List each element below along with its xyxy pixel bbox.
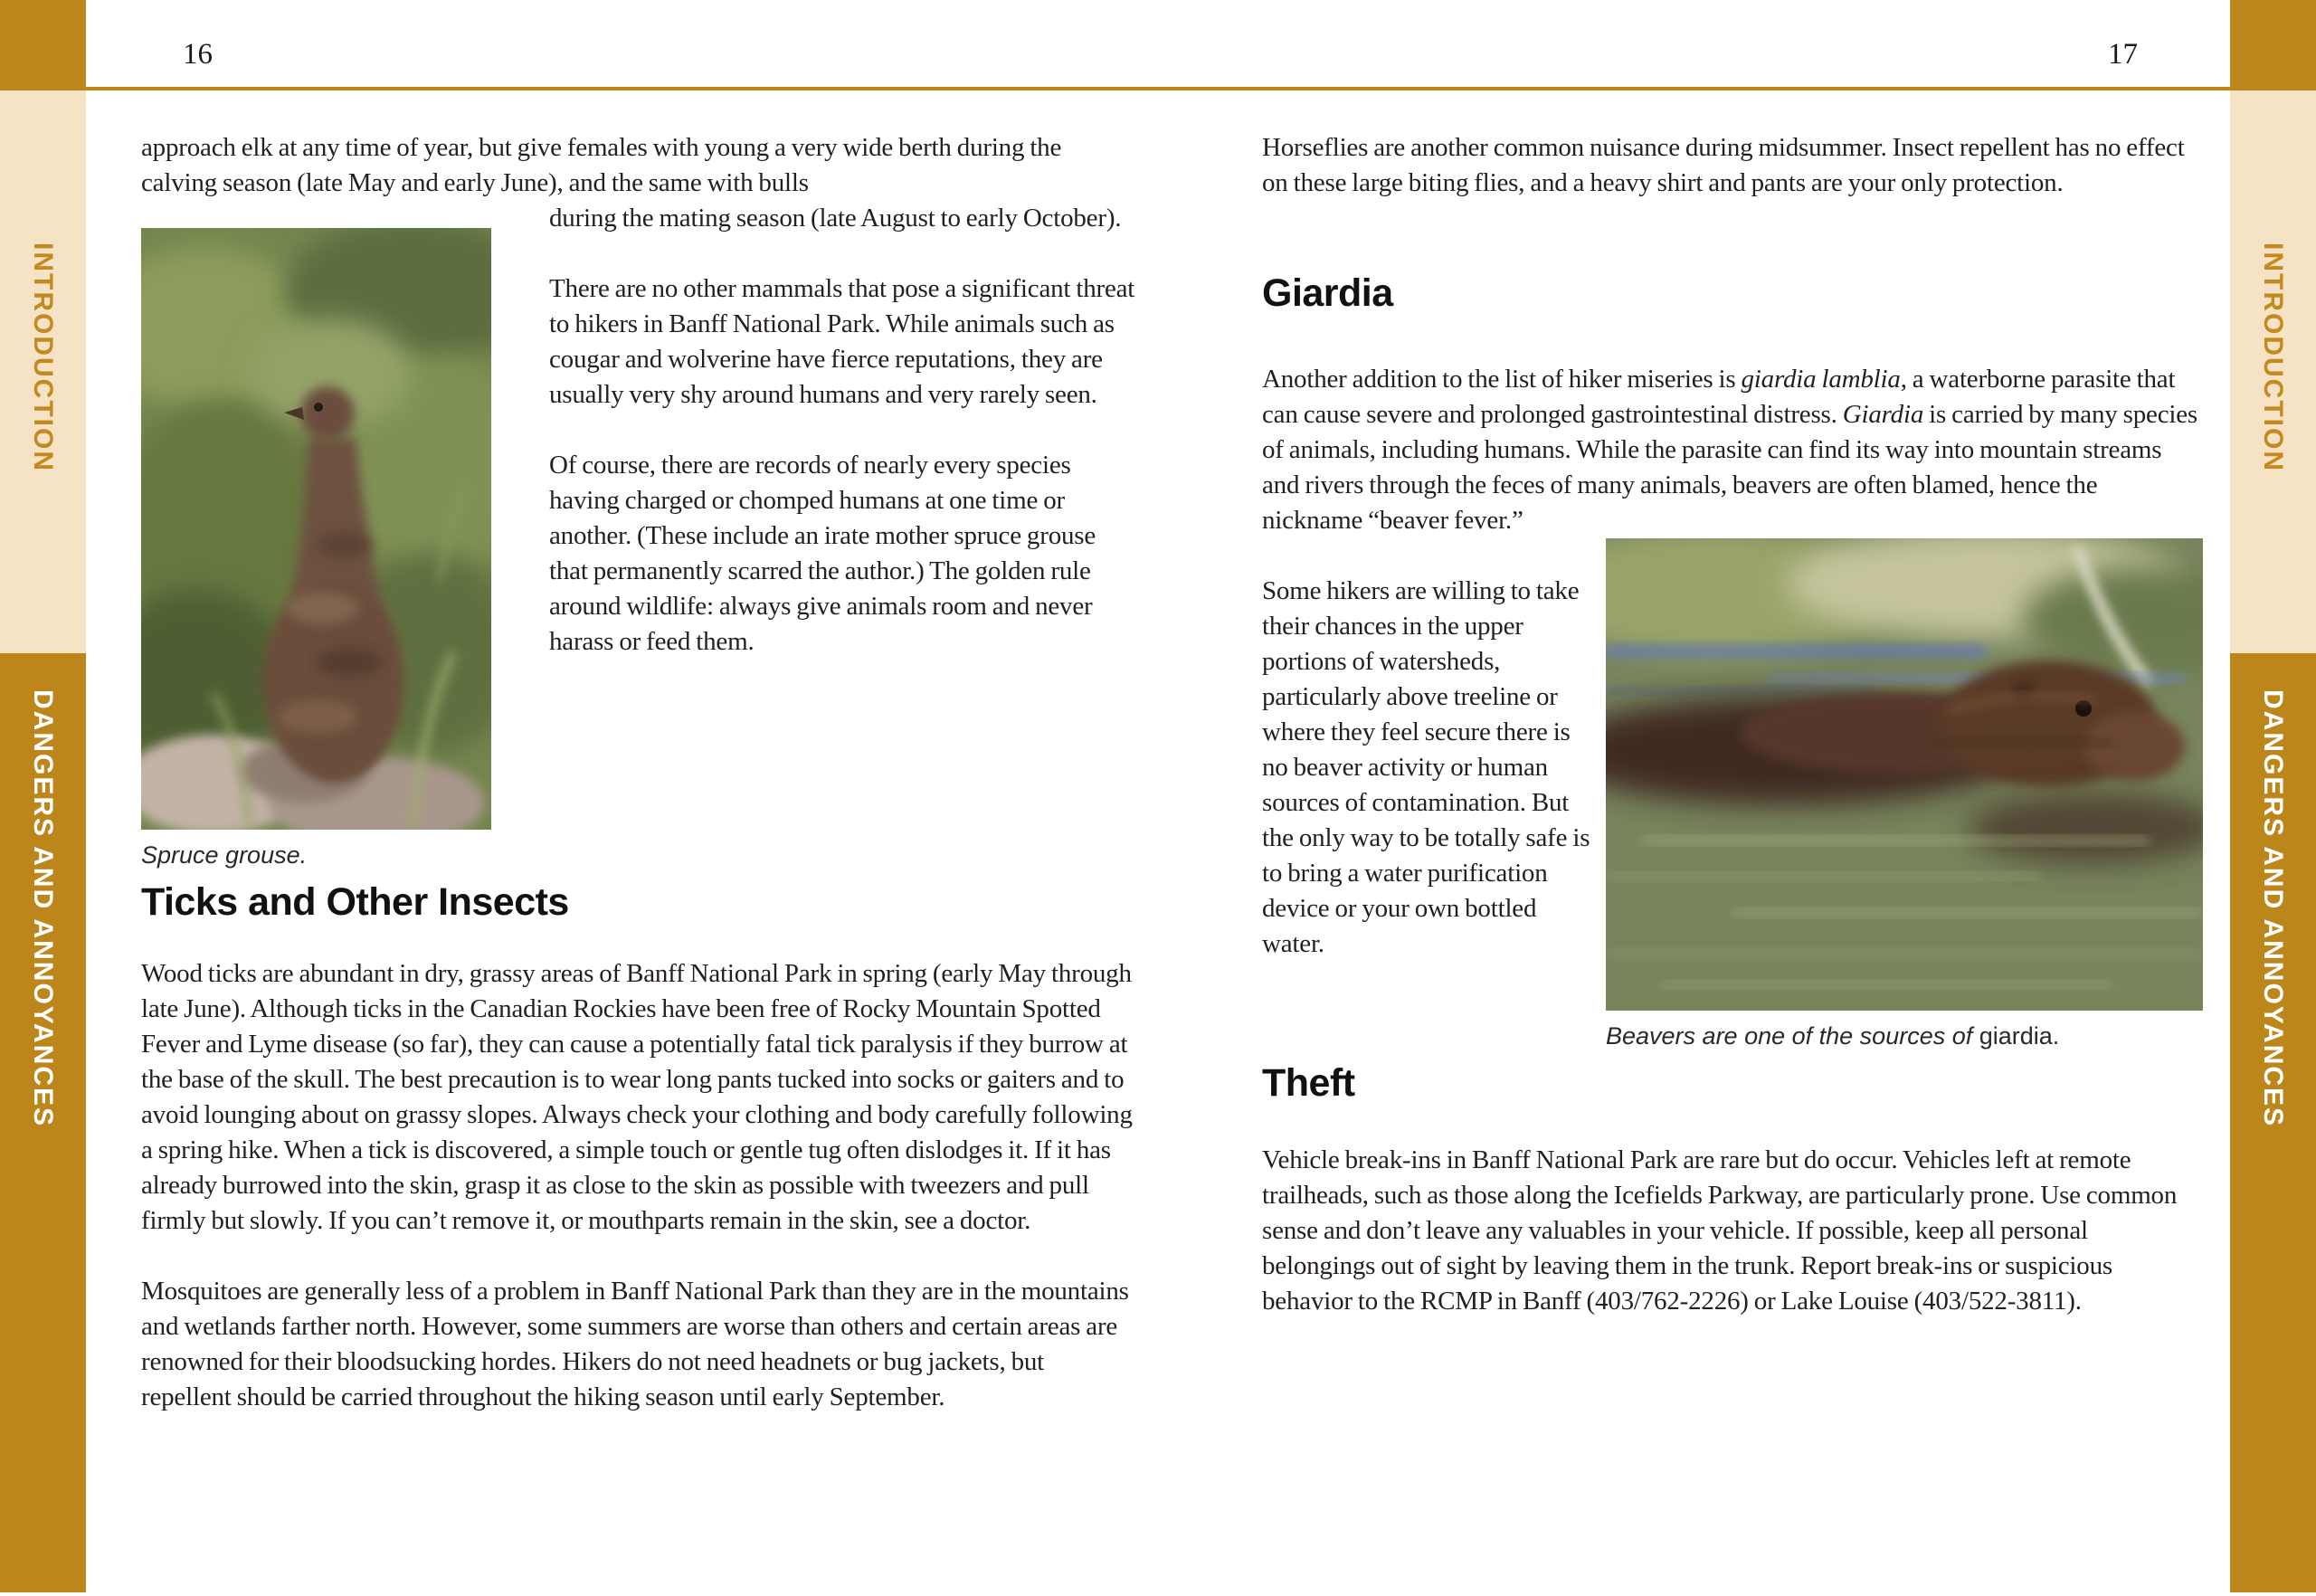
- elk-intro-paragraph: approach elk at any time of year, but give females with young a very wide berth during the calving season (late May and early June), and the same with bulls: [141, 133, 1062, 197]
- beaver-swimming-photo: [1606, 538, 2203, 1011]
- mosquitoes-paragraph: Mosquitoes are generally less of a problem in Banff National Park than they are in the mountains and wetlands farther north. However, some summers are worse than others and certain areas are renowned for their bloodsucking hordes. Hikers do not need headnets or bug jackets, but repellent should be carried throughout the hiking season until early September.: [141, 1277, 1129, 1411]
- grouse-caption: Spruce grouse.: [141, 841, 308, 869]
- hikers-paragraph: Some hikers are willing to take their chances in the upper portions of watersheds, particularly above treeline or where they feel secure there is no beaver activity or human sources of contamination. But the only way to be totally safe is to bring a water purification device or your own bottled water.: [1262, 576, 1590, 958]
- left-page: [141, 130, 1136, 1415]
- sidebar-label-introduction-left: INTRODUCTION: [28, 242, 58, 472]
- right-page: [1262, 130, 2203, 1319]
- giardia-paragraph: Another addition to the list of hiker miseries is giardia lamblia, a waterborne parasite that can cause severe and prolonged gastrointestinal distress. Giardia is carried by many species of animals, including humans. While the parasite can find its way into mountain streams and rivers through the feces of many animals, beavers are often blamed, hence the nickname “beaver fever.”: [1262, 365, 2197, 535]
- mammals-paragraph: There are no other mammals that pose a significant threat to hikers in Banff National Park. While animals such as cougar and wolverine have fierce reputations, they are usually very shy around humans and very rarely seen.: [549, 274, 1135, 409]
- horseflies-paragraph: Horseflies are another common nuisance during midsummer. Insect repellent has no effect on these large biting flies, and a heavy shirt and pants are your only protection.: [1262, 133, 2185, 197]
- sidebar-label-introduction-right: INTRODUCTION: [2258, 242, 2288, 472]
- ticks-paragraph: Wood ticks are abundant in dry, grassy areas of Banff National Park in spring (early May through late June). Although ticks in the Canadian Rockies have been free of Rocky Mountain Spotted Fever and Lyme disease (so far), they can cause a potentially fatal tick paralysis if they burrow at the base of the skull. The best precaution is to wear long pants tucked into socks or gaiters and to avoid lounging about on grassy slopes. Always check your clothing and body carefully following a spring hike. When a tick is discovered, a simple touch or gentle tug often dislodges it. If it has already burrowed into the skin, grasp it as close to the skin as possible with tweezers and pull firmly but slowly. If you can’t remove it, or mouthparts remain in the skin, see a doctor.: [141, 959, 1133, 1235]
- elk-wrap-paragraph: during the mating season (late August to early October).: [549, 204, 1122, 233]
- sidebar-label-dangers-left: DANGERS AND ANNOYANCES: [28, 689, 58, 1128]
- theft-heading: Theft: [1262, 1061, 1355, 1105]
- beaver-figure: [1606, 538, 2203, 1050]
- beaver-caption: Beavers are one of the sources of giardia.: [1606, 1022, 2060, 1050]
- sidebar-label-dangers-right: DANGERS AND ANNOYANCES: [2258, 689, 2288, 1128]
- header-rule: [0, 87, 2316, 90]
- page-number-left: 16: [183, 38, 213, 71]
- theft-paragraph: Vehicle break-ins in Banff National Park are rare but do occur. Vehicles left at remote trailheads, such as those along the Icefields Parkway, are particularly prone. Use common sense and don’t leave any valuables in your vehicle. If possible, keep all personal belongings out of sight by leaving them in the trunk. Report break-ins or suspicious behavior to the RCMP in Banff (403/762-2226) or Lake Louise (403/522-3811).: [1262, 1145, 2178, 1316]
- ticks-heading: Ticks and Other Insects: [141, 880, 569, 924]
- spruce-grouse-photo: [141, 228, 491, 830]
- records-paragraph: Of course, there are records of nearly every species having charged or chomped humans at one time or another. (These include an irate mother spruce grouse that permanently scarred the author.) The golden rule around wildlife: always give animals room and never harass or feed them.: [549, 451, 1096, 656]
- giardia-heading: Giardia: [1262, 271, 1393, 315]
- corner-block-right: [2230, 0, 2316, 88]
- corner-block-left: [0, 0, 86, 88]
- page-number-right: 17: [2108, 38, 2138, 71]
- grouse-figure: [141, 228, 491, 869]
